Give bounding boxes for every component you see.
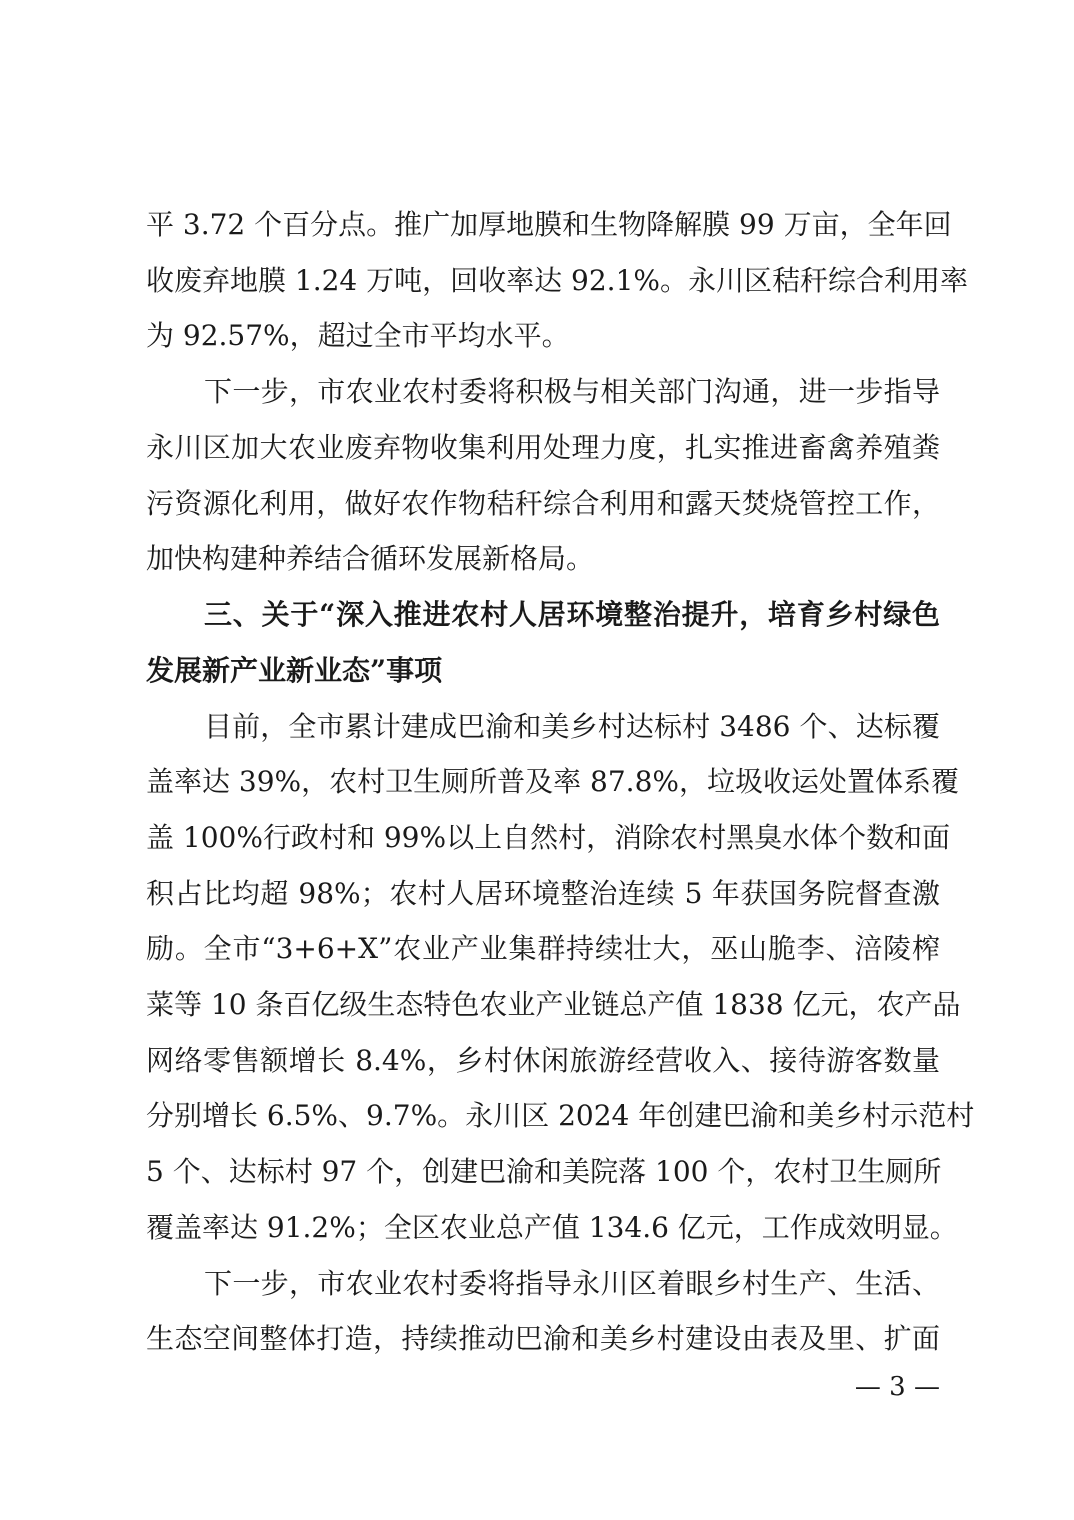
paragraph-line: 积占比均超 98%；农村人居环境整治连续 5 年获国务院督查激 (146, 877, 940, 910)
paragraph-line: 加快构建种养结合循环发展新格局。 (146, 542, 595, 575)
paragraph-line: 为 92.57%，超过全市平均水平。 (146, 319, 570, 352)
paragraph-line: 目前，全市累计建成巴渝和美乡村达标村 3486 个、达标覆 (204, 710, 940, 743)
paragraph-line: 5 个、达标村 97 个，创建巴渝和美院落 100 个，农村卫生厕所 (146, 1155, 942, 1188)
paragraph-line: 励。全市“3+6+X”农业产业集群持续壮大，巫山脆李、涪陵榨 (146, 932, 940, 965)
paragraph-line: 收废弃地膜 1.24 万吨，回收率达 92.1%。永川区秸秆综合利用率 (146, 264, 968, 297)
heading-line: 三、关于“深入推进农村人居环境整治提升，培育乡村绿色 (204, 598, 940, 631)
paragraph-line: 下一步，市农业农村委将积极与相关部门沟通，进一步指导 (204, 375, 940, 408)
paragraph-line: 永川区加大农业废弃物收集利用处理力度，扎实推进畜禽养殖粪 (146, 431, 940, 464)
paragraph-line: 平 3.72 个百分点。推广加厚地膜和生物降解膜 99 万亩，全年回 (146, 208, 952, 241)
paragraph-line: 盖 100%行政村和 99%以上自然村，消除农村黑臭水体个数和面 (146, 821, 951, 854)
paragraph-line: 网络零售额增长 8.4%，乡村休闲旅游经营收入、接待游客数量 (146, 1044, 940, 1077)
heading-line: 发展新产业新业态”事项 (146, 654, 443, 687)
paragraph-line: 生态空间整体打造，持续推动巴渝和美乡村建设由表及里、扩面 (146, 1322, 940, 1355)
paragraph-line: 污资源化利用，做好农作物秸秆综合利用和露天焚烧管控工作， (146, 487, 940, 520)
page-number: — 3 — (854, 1372, 940, 1402)
paragraph-line: 菜等 10 条百亿级生态特色农业产业链总产值 1838 亿元，农产品 (146, 988, 961, 1021)
paragraph-line: 分别增长 6.5%、9.7%。永川区 2024 年创建巴渝和美乡村示范村 (146, 1099, 975, 1132)
paragraph-line: 覆盖率达 91.2%；全区农业总产值 134.6 亿元，工作成效明显。 (146, 1211, 958, 1244)
paragraph-line: 下一步，市农业农村委将指导永川区着眼乡村生产、生活、 (204, 1267, 940, 1300)
paragraph-line: 盖率达 39%，农村卫生厕所普及率 87.8%，垃圾收运处置体系覆 (146, 765, 959, 798)
